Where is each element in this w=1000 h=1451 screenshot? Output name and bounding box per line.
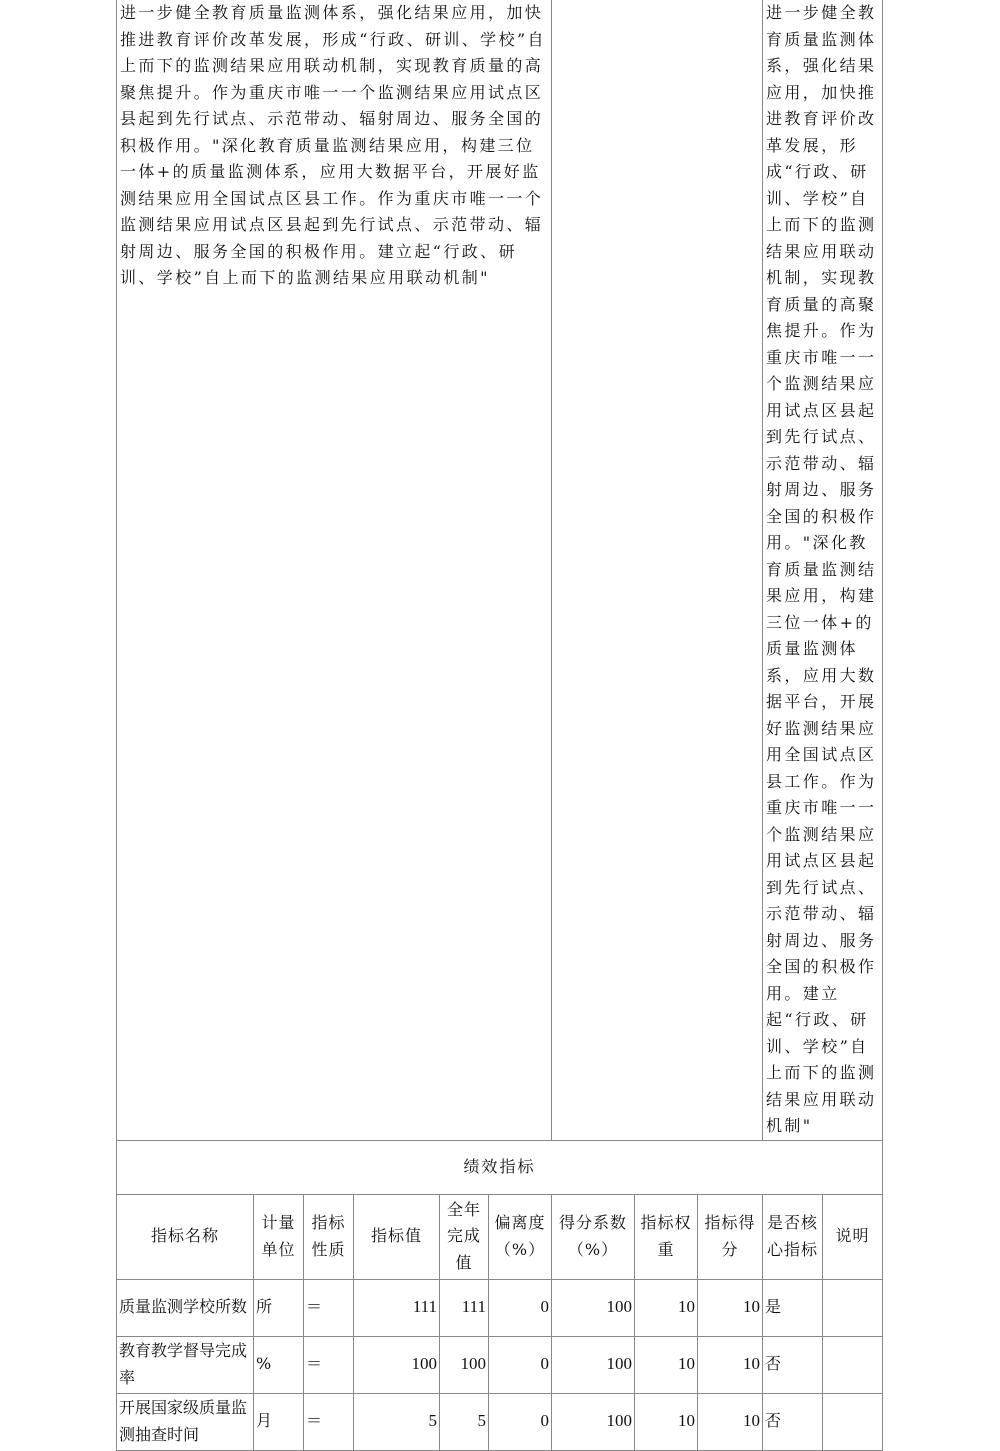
- deviation: 0: [489, 1336, 552, 1393]
- nature: ＝: [304, 1279, 354, 1336]
- header-cell: 指标值: [354, 1194, 440, 1279]
- middle-description: [552, 0, 763, 1140]
- description-row: [117, 0, 883, 1140]
- nature: ＝: [304, 1393, 354, 1450]
- score-coefficient: 100: [552, 1336, 635, 1393]
- indicator-name: 教育教学督导完成率: [117, 1336, 254, 1393]
- nature: ＝: [304, 1336, 354, 1393]
- header-cell: 指标权重: [635, 1194, 698, 1279]
- indicator-name: 开展国家级质量监测抽查时间: [117, 1393, 254, 1450]
- is-core: 否: [763, 1336, 823, 1393]
- header-cell: 指标得分: [698, 1194, 763, 1279]
- deviation: 0: [489, 1279, 552, 1336]
- header-cell: 是否核心指标: [763, 1194, 823, 1279]
- indicator-name: 质量监测学校所数: [117, 1279, 254, 1336]
- table-row: [117, 1336, 883, 1393]
- target-value: 5: [354, 1393, 440, 1450]
- weight: 10: [635, 1336, 698, 1393]
- header-row: [117, 1194, 883, 1279]
- header-cell: 得分系数（%）: [552, 1194, 635, 1279]
- is-core: 否: [763, 1393, 823, 1450]
- header-cell: 指标名称: [117, 1194, 254, 1279]
- header-cell: 偏离度（%）: [489, 1194, 552, 1279]
- table-row: [117, 1279, 883, 1336]
- is-core: 是: [763, 1279, 823, 1336]
- note: [823, 1279, 883, 1336]
- score-coefficient: 100: [552, 1393, 635, 1450]
- actual-value: 5: [440, 1393, 489, 1450]
- score: 10: [698, 1393, 763, 1450]
- header-cell: 计量单位: [254, 1194, 304, 1279]
- section-title: 绩效指标: [117, 1140, 883, 1194]
- score: 10: [698, 1279, 763, 1336]
- unit: 月: [254, 1393, 304, 1450]
- actual-value: 100: [440, 1336, 489, 1393]
- header-cell: 说明: [823, 1194, 883, 1279]
- note: [823, 1393, 883, 1450]
- score: 10: [698, 1336, 763, 1393]
- right-description: 进一步健全教育质量监测体系，强化结果应用，加快推进教育评价改革发展，形成“行政、研训、学校”自上而下的监测结果应用联动机制，实现教育质量的高聚焦提升。作为重庆市唯一一个监测结果应用试点区县起到先行试点、示范带动、辐射周边、服务全国的积极作用。"深化教育质量监测结果应用，构建三位一体+的质量监测体系，应用大数据平台，开展好监测结果应用全国试点区县工作。作为重庆市唯一一个监测结果应用试点区县起到先行试点、示范带动、辐射周边、服务全国的积极作用。建立起“行政、研训、学校”自上而下的监测结果应用联动机制": [763, 0, 883, 1140]
- weight: 10: [635, 1393, 698, 1450]
- target-value: 100: [354, 1336, 440, 1393]
- actual-value: 111: [440, 1279, 489, 1336]
- header-cell: 指标性质: [304, 1194, 354, 1279]
- unit: 所: [254, 1279, 304, 1336]
- note: [823, 1336, 883, 1393]
- score-coefficient: 100: [552, 1279, 635, 1336]
- performance-table: [116, 0, 883, 1451]
- deviation: 0: [489, 1393, 552, 1450]
- weight: 10: [635, 1279, 698, 1336]
- target-value: 111: [354, 1279, 440, 1336]
- table-row: [117, 1393, 883, 1450]
- left-description: 进一步健全教育质量监测体系，强化结果应用，加快推进教育评价改革发展，形成“行政、研训、学校”自上而下的监测结果应用联动机制，实现教育质量的高聚焦提升。作为重庆市唯一一个监测结果应用试点区县起到先行试点、示范带动、辐射周边、服务全国的积极作用。"深化教育质量监测结果应用，构建三位一体+的质量监测体系，应用大数据平台，开展好监测结果应用全国试点区县工作。作为重庆市唯一一个监测结果应用试点区县起到先行试点、示范带动、辐射周边、服务全国的积极作用。建立起“行政、研训、学校”自上而下的监测结果应用联动机制": [117, 0, 552, 1140]
- unit: %: [254, 1336, 304, 1393]
- header-cell: 全年完成值: [440, 1194, 489, 1279]
